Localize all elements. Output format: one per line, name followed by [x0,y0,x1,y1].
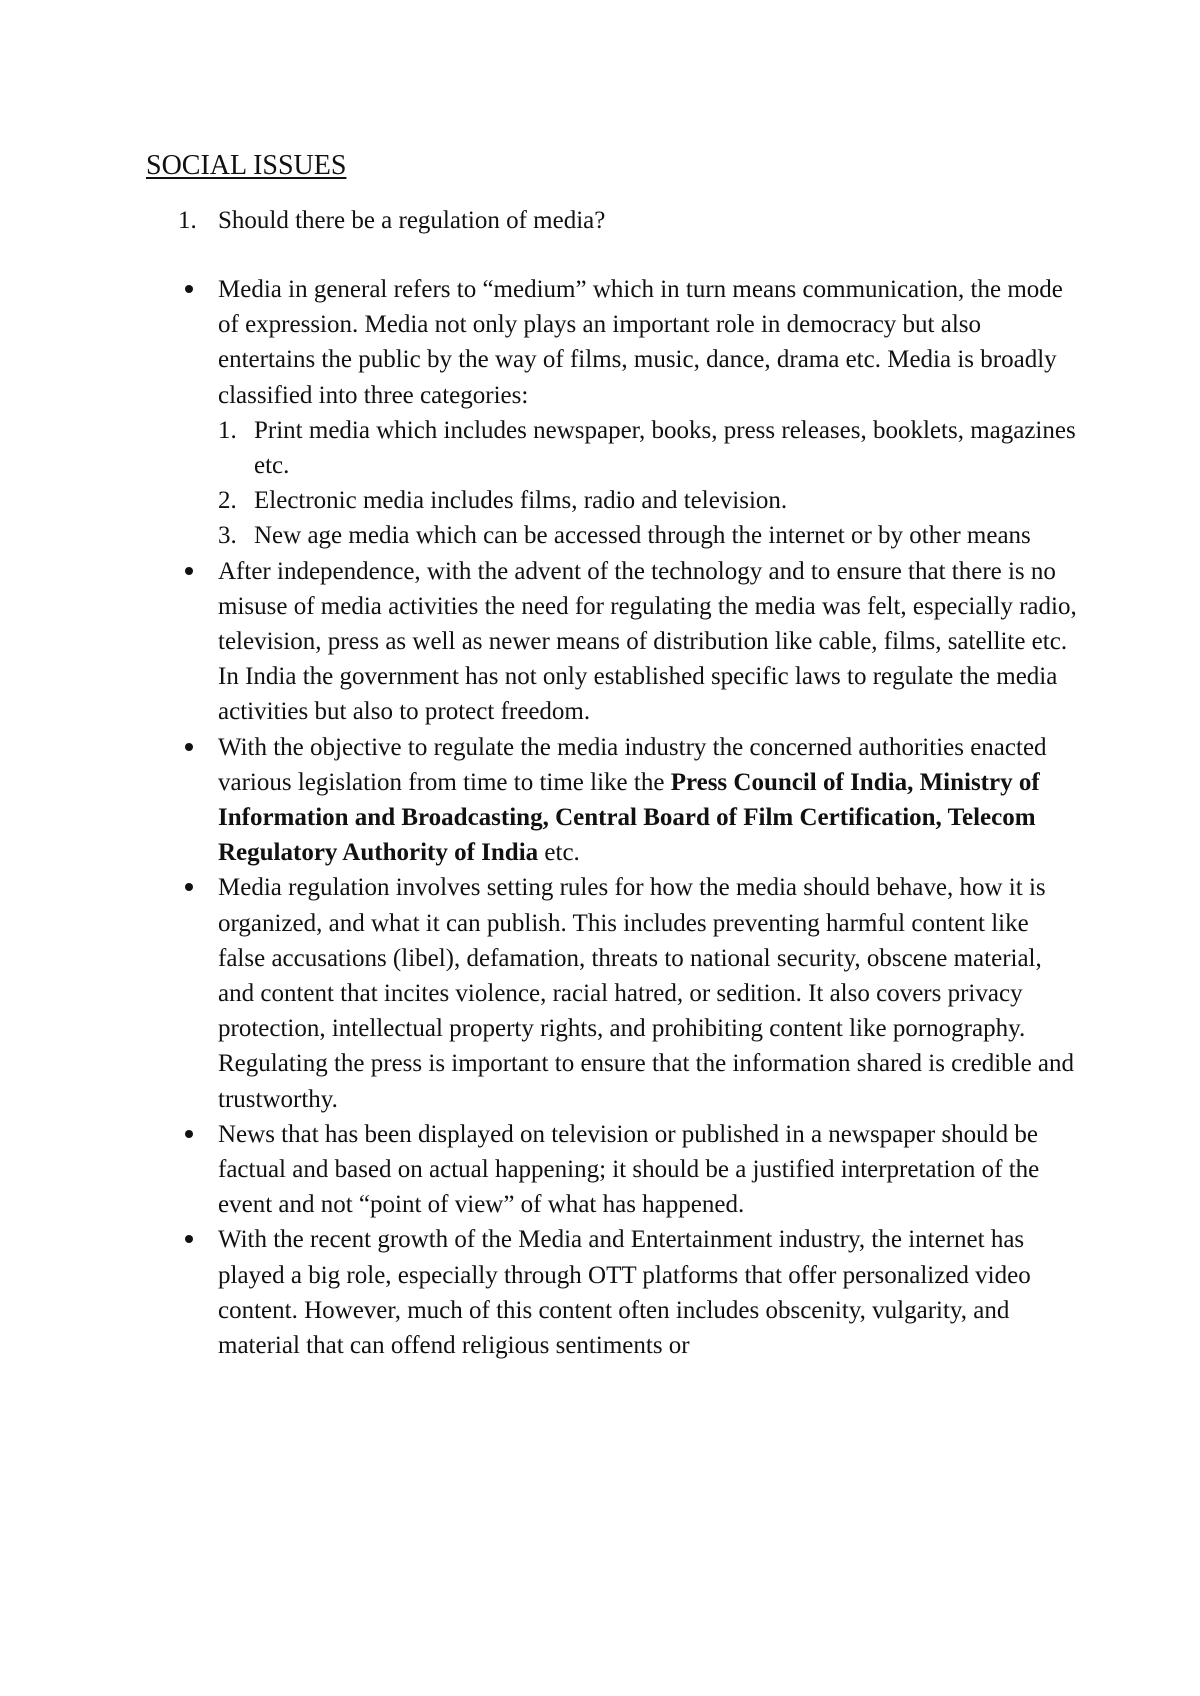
bullet-text-after: etc. [538,839,580,867]
list-item-number: 3. [218,522,237,550]
bullet-text: News that has been displayed on television or published in a newspaper should be factual and based on actual happening; it should be a justified interpretation of the event and not “point of view” of what has happened. [218,1120,1040,1219]
bullet-dot-icon [185,1130,193,1138]
bullet-item [218,730,1078,871]
bullet-item [218,870,1078,1116]
page-title: SOCIAL ISSUES [146,150,347,181]
bullet-item [218,1222,1078,1363]
question-text: Should there be a regulation of media? [218,207,606,234]
bullet-text: Media regulation involves setting rules for how the media should behave, how it is organized, and what it can publish. This includes preventing harmful content like false accusations (libel), defamation, threats to national security, obscene material, and content that incites violence, racial hatred, or sedition. It also covers privacy protection, intellectual property rights, and prohibiting content like pornography. Regulating the press is important to ensure that the information shared is credible and trustworthy. [218,874,1075,1113]
regulatory-bodies-bold: Press Council of India, Ministry of Information and Broadcasting, Central Board of Film Certification, Telecom Regulatory Authority of India [218,768,1040,867]
bullet-text: Media in general refers to “medium” which in turn means communication, the mode of expression. Media not only plays an important role in democracy but also entertains the public by the way of films, music, dance, drama etc. Media is broadly classified into three categories: [218,276,1063,409]
bullet-item [218,554,1078,730]
question-item [178,203,605,238]
bullet-text: With the recent growth of the Media and Entertainment industry, the internet has played a big role, especially through OTT platforms that offer personalized video content. However, much of this content often includes obscenity, vulgarity, and material that can offend religious sentiments or [218,1226,1031,1360]
bullet-dot-icon [185,743,193,751]
list-item-text: New age media which can be accessed through the internet or by other means [254,522,1031,550]
bullet-list [218,272,1078,1363]
bullet-text: After independence, with the advent of the technology and to ensure that there is no misuse of media activities the need for regulating the media was felt, especially radio, television, press as well as newer means of distribution like cable, films, satellite etc. In India the government has not only established specific laws to regulate the media activities but also to protect freedom. [218,557,1077,726]
bullet-item [218,1117,1078,1223]
bullet-text-before: With the objective to regulate the media industry the concerned authorities enacted various legislation from time to time like the [218,733,1047,796]
list-item-text: Print media which includes newspaper, books, press releases, booklets, magazines etc. [254,416,1076,480]
list-item-number: 2. [218,487,237,515]
media-categories-list [218,413,1078,554]
bullet-dot-icon [185,285,193,293]
question-number: 1. [178,207,197,234]
bullet-dot-icon [185,1235,193,1243]
bullet-dot-icon [185,883,193,891]
list-item-text: Electronic media includes films, radio and television. [254,487,788,515]
bullet-text [218,730,1078,871]
bullet-item [218,272,1078,554]
list-item-number: 1. [218,416,237,444]
list-item [218,483,1078,518]
bullet-dot-icon [185,567,193,575]
list-item [218,518,1078,553]
list-item [218,413,1078,483]
